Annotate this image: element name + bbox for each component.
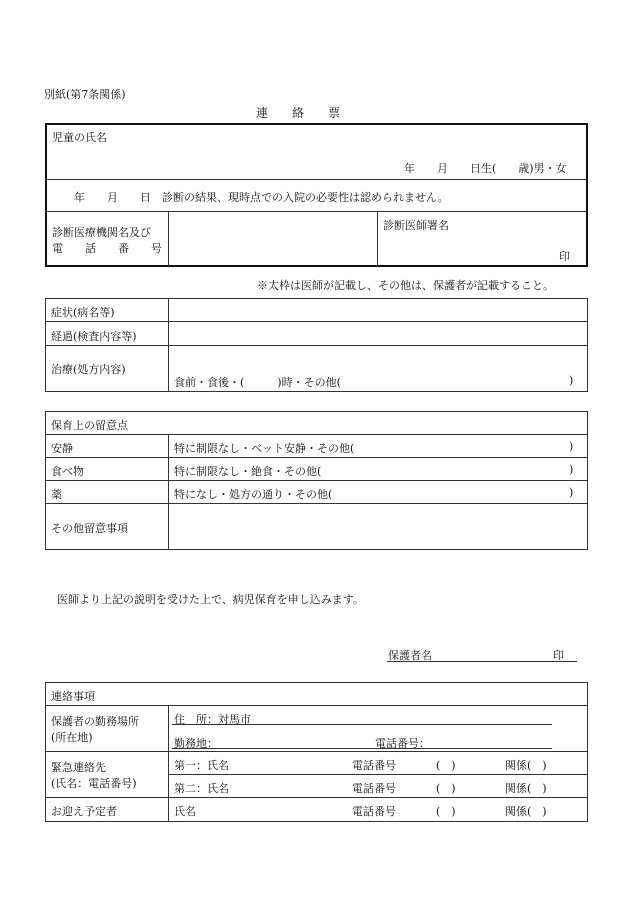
contact-table xyxy=(45,682,588,822)
second-contact-name[interactable]: 第二：氏名 xyxy=(174,782,229,795)
address-field[interactable]: 住 所：対馬市 xyxy=(174,713,251,726)
workplace-field[interactable]: 勤務地： xyxy=(174,737,218,750)
medicine-label: 薬 xyxy=(51,488,62,501)
workplace-sublabel: (所在地) xyxy=(51,731,93,744)
workplace-label: 保護者の勤務場所 xyxy=(51,715,139,728)
instruction-note: ※太枠は医師が記載し、その他は、保護者が記載すること。 xyxy=(257,279,554,292)
second-contact-paren: ( ) xyxy=(436,782,456,795)
appendix-label: 別紙(第7条関係) xyxy=(44,88,126,101)
phone-label: 電 話 番 号 xyxy=(52,242,162,255)
first-contact-paren: ( ) xyxy=(436,759,456,772)
workplace-phone-field[interactable]: 電話番号： xyxy=(375,737,430,750)
other-notes-label: その他留意事項 xyxy=(51,522,128,535)
first-contact-relation[interactable]: 関係( ) xyxy=(505,759,547,772)
treatment-options[interactable]: 食前・食後・( )時・その他( xyxy=(174,376,341,389)
first-contact-phone[interactable]: 電話番号 xyxy=(352,759,396,772)
pickup-name[interactable]: 氏名 xyxy=(174,805,196,818)
emergency-sublabel: (氏名：電話番号) xyxy=(51,777,137,790)
guardian-seal: 印 xyxy=(553,649,564,662)
symptoms-label: 症状(病名等) xyxy=(51,306,115,319)
application-statement: 医師より上記の説明を受けた上で、病児保育を申し込みます。 xyxy=(57,593,364,606)
contact-header: 連絡事項 xyxy=(51,690,95,703)
treatment-close-paren: ) xyxy=(569,374,574,387)
treatment-label: 治療(処方内容) xyxy=(51,363,126,376)
rest-close-paren: ) xyxy=(569,440,574,453)
food-label: 食べ物 xyxy=(51,465,84,478)
doctor-seal: 印 xyxy=(559,250,570,263)
institution-field[interactable] xyxy=(170,214,375,264)
food-options[interactable]: 特に制限なし・絶食・その他( xyxy=(174,465,322,478)
form-title: 連 絡 票 xyxy=(256,106,341,120)
food-close-paren: ) xyxy=(569,463,574,476)
second-contact-relation[interactable]: 関係( ) xyxy=(505,782,547,795)
pickup-relation[interactable]: 関係( ) xyxy=(505,805,547,818)
doctor-signature-label: 診断医師署名 xyxy=(383,219,449,232)
second-contact-phone[interactable]: 電話番号 xyxy=(352,782,396,795)
other-notes-field[interactable] xyxy=(170,505,586,549)
pickup-label: お迎え予定者 xyxy=(51,805,117,818)
rest-options[interactable]: 特に制限なし・ベット安静・その他( xyxy=(174,442,355,455)
pickup-paren: ( ) xyxy=(436,805,456,818)
birth-date-line[interactable]: 年 月 日生( 歳)男・女 xyxy=(404,162,567,175)
guardian-signature-line[interactable] xyxy=(387,661,577,662)
pickup-phone[interactable]: 電話番号 xyxy=(352,805,396,818)
diagnosis-statement: 年 月 日 診断の結果、現時点での入院の必要性は認められません。 xyxy=(74,191,449,204)
care-header: 保育上の留意点 xyxy=(51,419,128,432)
progress-label: 経過(検査内容等) xyxy=(51,330,137,343)
child-name-label: 児童の氏名 xyxy=(52,131,107,144)
rest-label: 安静 xyxy=(51,442,73,455)
institution-label: 診断医療機関名及び xyxy=(52,226,151,239)
emergency-label: 緊急連絡先 xyxy=(51,761,106,774)
medicine-close-paren: ) xyxy=(569,486,574,499)
guardian-name-label: 保護者名 xyxy=(388,649,432,662)
medicine-options[interactable]: 特になし・処方の通り・その他( xyxy=(174,488,333,501)
first-contact-name[interactable]: 第一：氏名 xyxy=(174,759,229,772)
